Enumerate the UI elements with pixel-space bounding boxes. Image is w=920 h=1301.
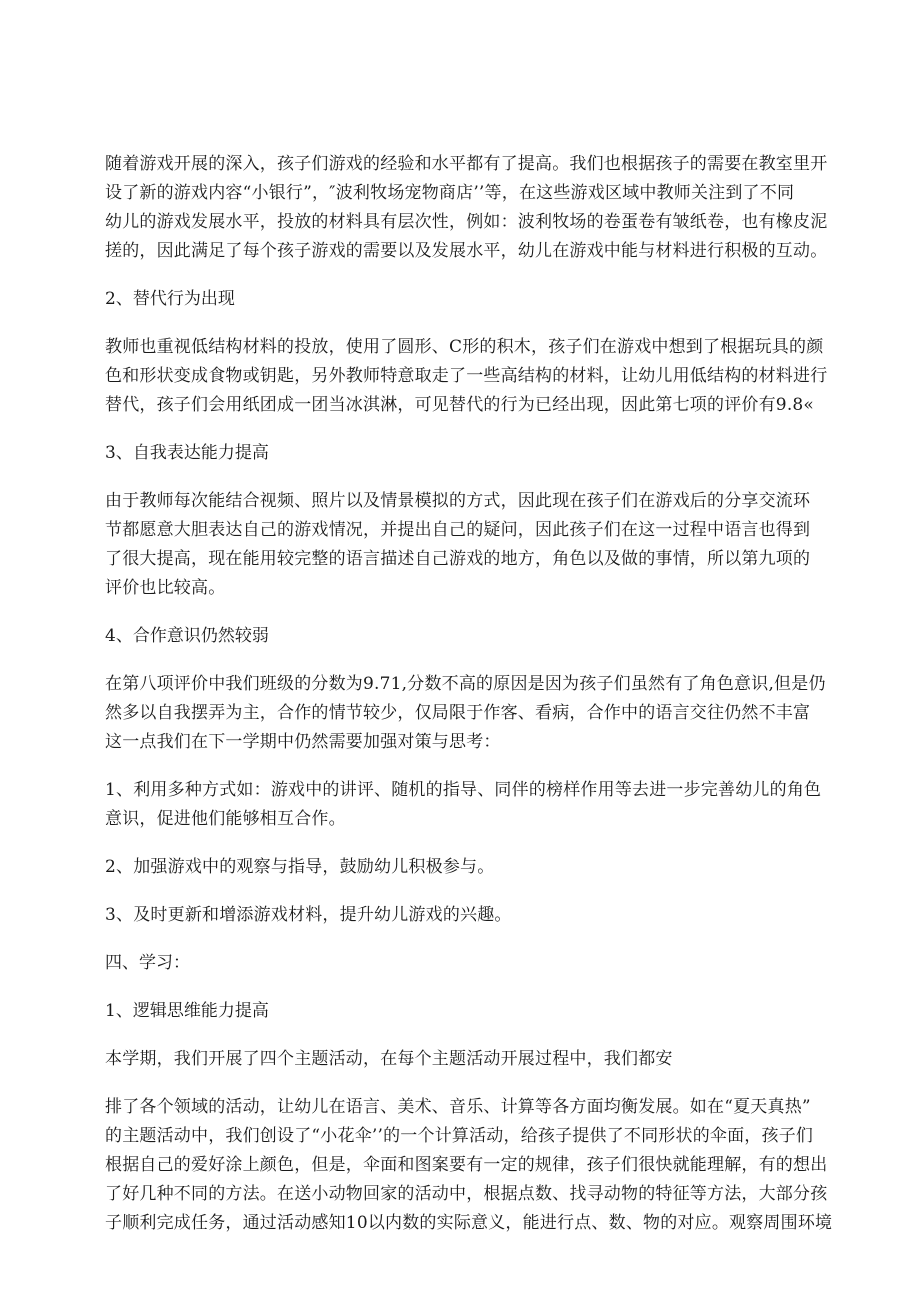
paragraph-self-expression: [105, 487, 825, 603]
text-line: 随着游戏开展的深入，孩子们游戏的经验和水平都有了提高。我们也根据孩子的需要在教室里开: [105, 154, 828, 174]
strategy-item-2: 2、加强游戏中的观察与指导，鼓励幼儿积极参与。: [105, 857, 495, 877]
text-line: 在第八项评价中我们班级的分数为9.71,分数不高的原因是因为孩子们虽然有了角色意识,但是仍: [105, 674, 826, 694]
text-line: 根据自己的爱好涂上颜色，但是，伞面和图案要有一定的规律，孩子们很快就能理解，有的想出: [105, 1155, 828, 1175]
strategy-item-3: 3、及时更新和增添游戏材料，提升幼儿游戏的兴趣。: [105, 905, 512, 925]
text-line: 这一点我们在下一学期中仍然需要加强对策与思考：: [105, 732, 501, 752]
text-line: 排了各个领域的活动，让幼儿在语言、美术、音乐、计算等各方面均衡发展。如在“夏天真热”: [105, 1097, 811, 1117]
text-line: 然多以自我摆弄为主，合作的情节较少，仅局限于作客、看病，合作中的语言交往仍然不丰富: [105, 703, 811, 723]
text-line: 教师也重视低结构材料的投放，使用了圆形、C形的积木，孩子们在游戏中想到了根据玩具的颜: [105, 337, 824, 357]
text-line: 的主题活动中，我们创设了“小花伞’’的一个计算活动，给孩子提供了不同形状的伞面，孩子们: [105, 1126, 814, 1146]
text-line: 设了新的游戏内容“小银行”，″波利牧场宠物商店’’等，在这些游戏区域中教师关注到了不同: [105, 183, 795, 203]
text-line: 替代，孩子们会用纸团成一团当冰淇淋，可见替代的行为已经出现，因此第七项的评价有9.8«: [105, 395, 815, 415]
strategy-item-1: [105, 776, 825, 834]
heading-substitute-behavior: 2、替代行为出现: [105, 289, 235, 309]
text-line: 色和形状变成食物或钥匙，另外教师特意取走了一些高结构的材料，让幼儿用低结构的材料进行: [105, 366, 828, 386]
paragraph-low-structure: [105, 333, 828, 420]
text-line: 节都愿意大胆表达自己的游戏情况，并提出自己的疑问，因此孩子们在这一过程中语言也得到: [105, 520, 811, 540]
text-line: 幼儿的游戏发展水平，投放的材料具有层次性，例如：波利牧场的卷蛋卷有皱纸卷，也有橡皮泥: [105, 212, 828, 232]
paragraph-cooperation: [105, 670, 825, 757]
text-line: 1、利用多种方式如：游戏中的讲评、随机的指导、同伴的榜样作用等去进一步完善幼儿的角色: [105, 780, 822, 800]
document-page: [105, 150, 833, 1257]
text-line: 搓的，因此满足了每个孩子游戏的需要以及发展水平，幼儿在游戏中能与材料进行积极的互动。: [105, 241, 828, 261]
text-line: 子顺利完成任务，通过活动感知10以内数的实际意义，能进行点、数、物的对应。观察周围环境: [105, 1213, 833, 1233]
text-line: 意识，促进他们能够相互合作。: [105, 809, 346, 829]
text-line: 评价也比较高。: [105, 578, 226, 598]
heading-logic-thinking: 1、逻辑思维能力提高: [105, 1001, 269, 1021]
heading-self-expression: 3、自我表达能力提高: [105, 443, 269, 463]
text-line: 了好几种不同的方法。在送小动物回家的活动中，根据点数、找寻动物的特征等方法，大部分孩: [105, 1184, 828, 1204]
paragraph-themes-intro: 本学期，我们开展了四个主题活动，在每个主题活动开展过程中，我们都安: [105, 1049, 673, 1069]
section-title-learning: 四、学习：: [105, 953, 190, 973]
heading-cooperation: 4、合作意识仍然较弱: [105, 626, 269, 646]
paragraph-themes-detail: [105, 1093, 833, 1238]
paragraph-game-progress: [105, 150, 828, 266]
text-line: 了很大提高，现在能用较完整的语言描述自己游戏的地方，角色以及做的事情，所以第九项的: [105, 549, 811, 569]
text-line: 由于教师每次能结合视频、照片以及情景模拟的方式，因此现在孩子们在游戏后的分享交流环: [105, 491, 811, 511]
